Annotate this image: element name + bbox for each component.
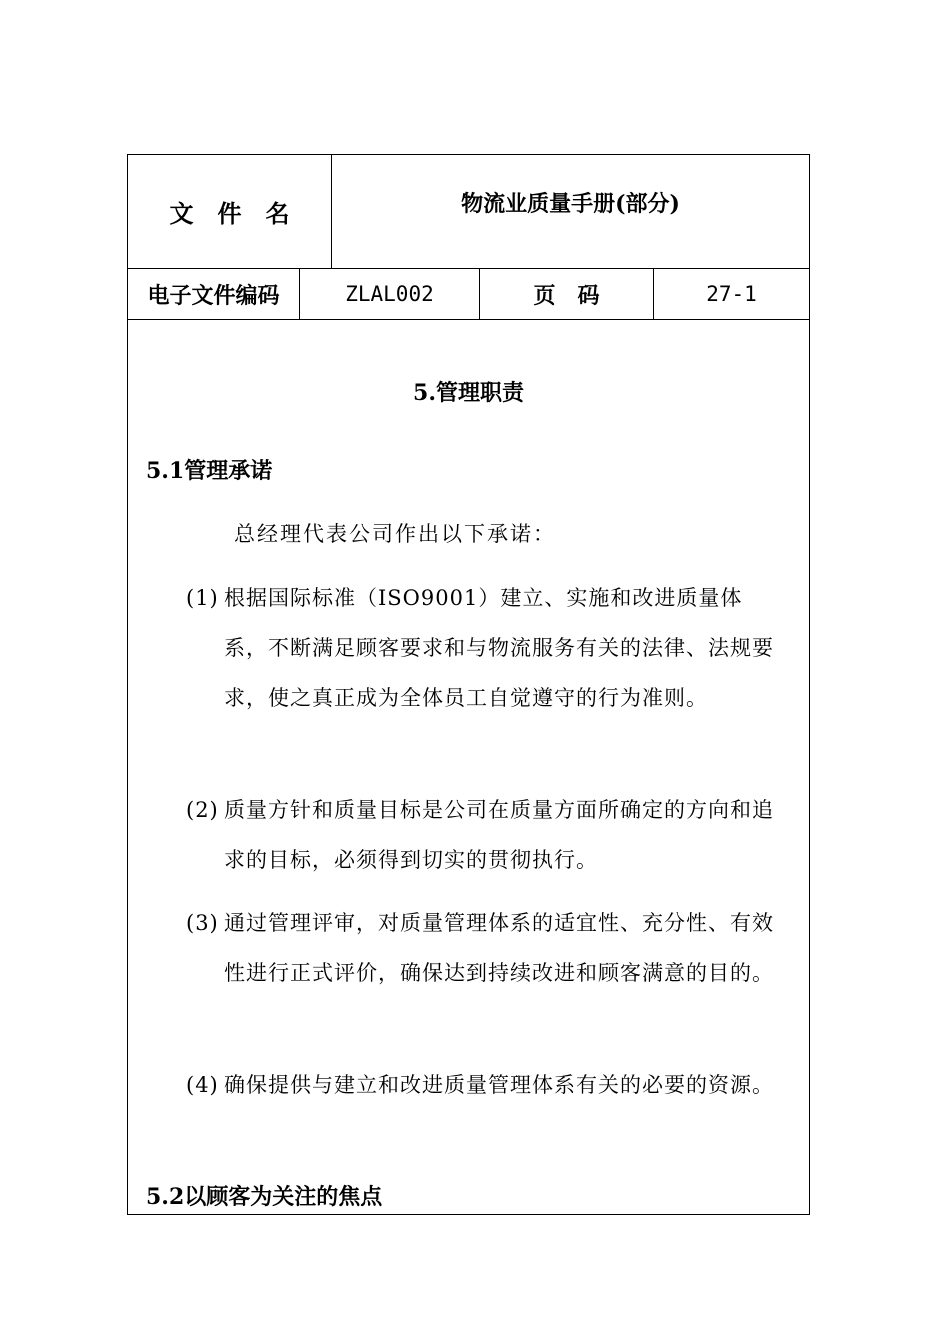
list-item-number: (2) — [186, 798, 219, 822]
list-item-number: (1) — [186, 586, 219, 610]
list-item-text: 通过管理评审，对质量管理体系的适宜性、充分性、有效性进行正式评价，确保达到持续改进和顾客满意的目的。 — [224, 911, 774, 985]
list-item-number: (4) — [186, 1073, 219, 1097]
list-item-text: 质量方针和质量目标是公司在质量方面所确定的方向和追求的目标，必须得到切实的贯彻执行。 — [224, 798, 774, 872]
filename-value: 物流业质量手册(部分) — [332, 155, 809, 269]
page-value: 27-1 — [654, 269, 809, 320]
page-label: 页 码 — [480, 269, 654, 320]
section-title: 5.管理职责 — [413, 380, 524, 406]
file-code-label: 电子文件编码 — [128, 269, 300, 320]
filename-label: 文 件 名 — [128, 155, 332, 269]
list-item — [186, 1060, 786, 1110]
list-item-text: 确保提供与建立和改进质量管理体系有关的必要的资源。 — [224, 1073, 774, 1097]
document-frame — [127, 154, 810, 1215]
subsection-heading-5-2: 5.2以顾客为关注的焦点 — [146, 1184, 383, 1210]
list-item — [186, 573, 786, 723]
file-code-value: ZLAL002 — [300, 269, 480, 320]
list-item-text: 根据国际标准（ISO9001）建立、实施和改进质量体系，不断满足顾客要求和与物流服务有关的法律、法规要求，使之真正成为全体员工自觉遵守的行为准则。 — [224, 586, 774, 710]
subsection-heading-5-1: 5.1管理承诺 — [146, 458, 273, 484]
list-item — [186, 785, 786, 885]
intro-paragraph: 总经理代表公司作出以下承诺： — [234, 522, 556, 546]
list-item — [186, 898, 786, 998]
list-item-number: (3) — [186, 911, 219, 935]
